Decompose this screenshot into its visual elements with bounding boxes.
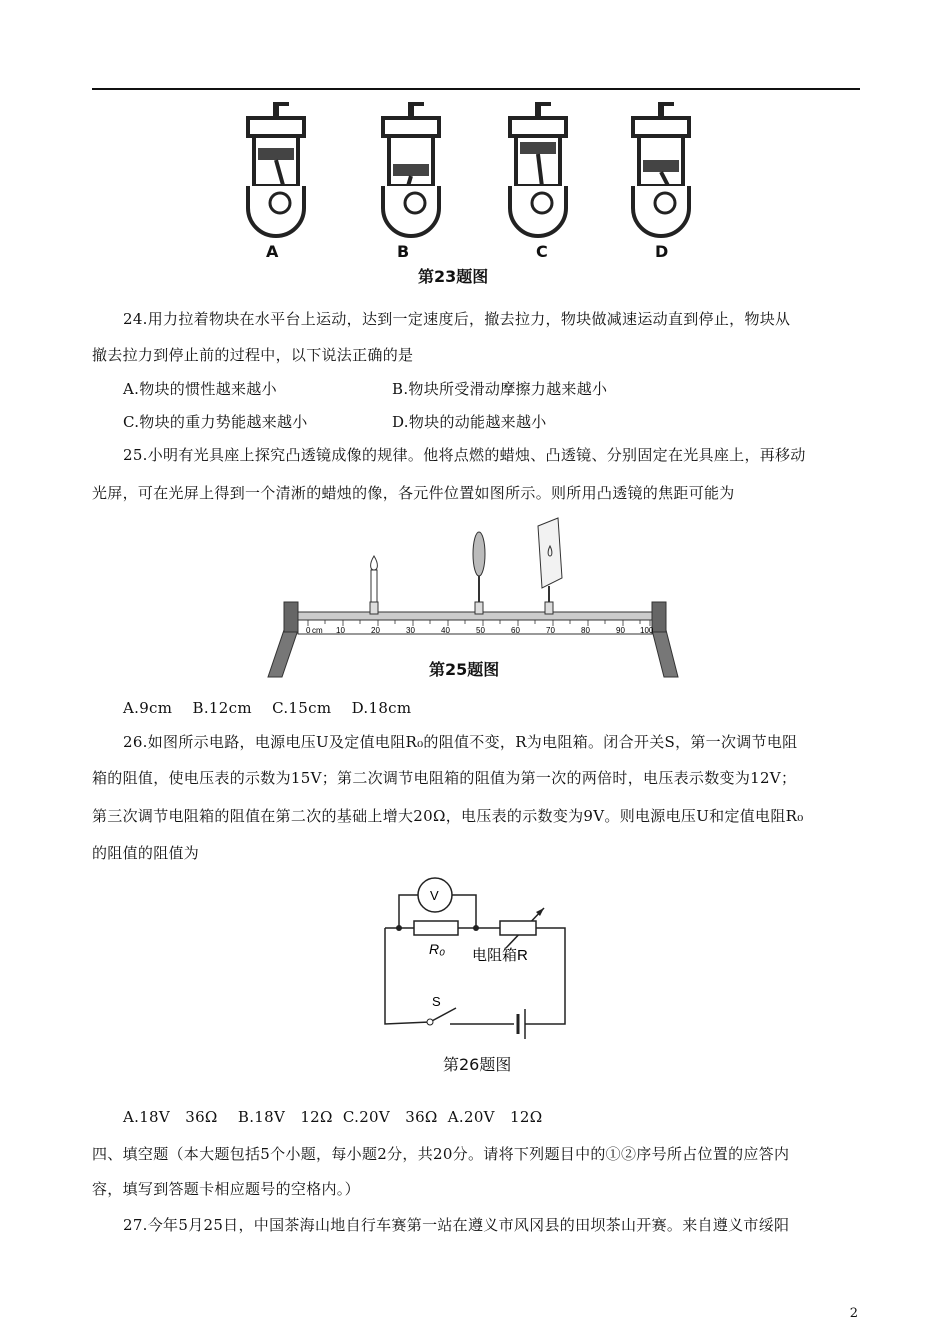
figure-25-caption: 第25题图 — [429, 660, 500, 679]
engine-stroke-figure — [230, 98, 720, 288]
switch-label: S — [432, 994, 441, 1009]
section4-heading-line1: 四、填空题（本大题包括5个小题，每小题2分，共20分。请将下列题目中的①②序号所占位置的应答内 — [92, 1145, 790, 1163]
convex-lens — [473, 532, 485, 614]
q24-option-b: B.物块所受滑动摩擦力越来越小 — [392, 380, 608, 398]
resistor-r0 — [414, 921, 458, 935]
engine-diagram-a — [248, 102, 304, 236]
q24-stem-line2: 撤去拉力到停止前的过程中，以下说法正确的是 — [92, 346, 414, 364]
scale-tick-10: 10 — [336, 626, 345, 635]
bench-scale — [298, 620, 652, 634]
resistor-box-label: 电阻箱R — [472, 947, 528, 964]
candle — [370, 556, 378, 614]
circuit-diagram — [370, 866, 580, 1076]
header-rule — [92, 88, 860, 90]
q26-stem-line2: 箱的阻值，使电压表的示数为15V；第二次调节电阻箱的阻值为第一次的两倍时，电压表示数变为12V； — [92, 769, 797, 787]
q24-option-d: D.物块的动能越来越小 — [392, 413, 547, 431]
scale-tick-20: 20 — [371, 626, 380, 635]
scale-tick-50: 50 — [476, 626, 485, 635]
q24-option-c: C.物块的重力势能越来越小 — [123, 413, 308, 431]
voltmeter-label: V — [430, 888, 439, 903]
resistor-box — [500, 921, 536, 935]
q26-stem-line4: 的阻值的阻值为 — [92, 844, 200, 862]
engine-label-c: C — [536, 242, 548, 261]
bench-left-leg — [268, 630, 298, 677]
scale-tick-30: 30 — [406, 626, 415, 635]
bench-right-end — [652, 602, 666, 632]
scale-tick-40: 40 — [441, 626, 450, 635]
figure-26-caption: 第26题图 — [443, 1055, 512, 1074]
engine-label-a: A — [266, 242, 279, 261]
r0-label: R₀ — [429, 941, 446, 957]
scale-tick-60: 60 — [511, 626, 520, 635]
scale-tick-100: 100 — [640, 626, 654, 635]
q25-options: A.9cm B.12cm C.15cm D.18cm — [123, 699, 412, 717]
scale-tick-80: 80 — [581, 626, 590, 635]
engine-diagram-c — [510, 102, 566, 236]
q24-option-a: A.物块的惯性越来越小 — [123, 380, 277, 398]
figure-23-caption: 第23题图 — [418, 267, 489, 286]
q26-stem-line3: 第三次调节电阻箱的阻值在第二次的基础上增大20Ω，电压表的示数变为9V。则电源电压U和定值电阻R₀ — [92, 807, 804, 825]
scale-tick-90: 90 — [616, 626, 625, 635]
q25-stem-line2: 光屏，可在光屏上得到一个清淅的蜡烛的像，各元件位置如图所示。则所用凸透镜的焦距可能为 — [92, 484, 735, 502]
bench-right-leg — [652, 630, 678, 677]
section4-heading-line2: 容，填写到答题卡相应题号的空格内。） — [92, 1180, 360, 1198]
q24-stem-line1: 24.用力拉着物块在水平台上运动，达到一定速度后，撤去拉力，物块做减速运动直到停止，物块从 — [123, 310, 791, 328]
q25-stem-line1: 25.小明有光具座上探究凸透镜成像的规律。他将点燃的蜡烛、凸透镜、分别固定在光具座上，再移动 — [123, 446, 806, 464]
light-screen — [538, 518, 562, 614]
q26-options: A.18V 36Ω B.18V 12Ω C.20V 36Ω A.20V 12Ω — [123, 1108, 543, 1126]
scale-unit: cm — [312, 626, 323, 635]
engine-label-d: D — [655, 242, 669, 261]
engine-diagram-b — [383, 102, 439, 236]
page-number: 2 — [849, 1306, 858, 1321]
scale-tick-0: 0 — [306, 626, 311, 635]
engine-label-b: B — [397, 242, 410, 261]
scale-tick-70: 70 — [546, 626, 555, 635]
q27-line1: 27.今年5月25日，中国茶海山地自行车赛第一站在遵义市风冈县的田坝茶山开赛。来自遵义市绥阳 — [123, 1216, 790, 1234]
q26-stem-line1: 26.如图所示电路，电源电压U及定值电阻R₀的阻值不变，R为电阻箱。闭合开关S，第一次调节电阻 — [123, 733, 798, 751]
bench-left-end — [284, 602, 298, 632]
engine-diagram-d — [633, 102, 689, 236]
